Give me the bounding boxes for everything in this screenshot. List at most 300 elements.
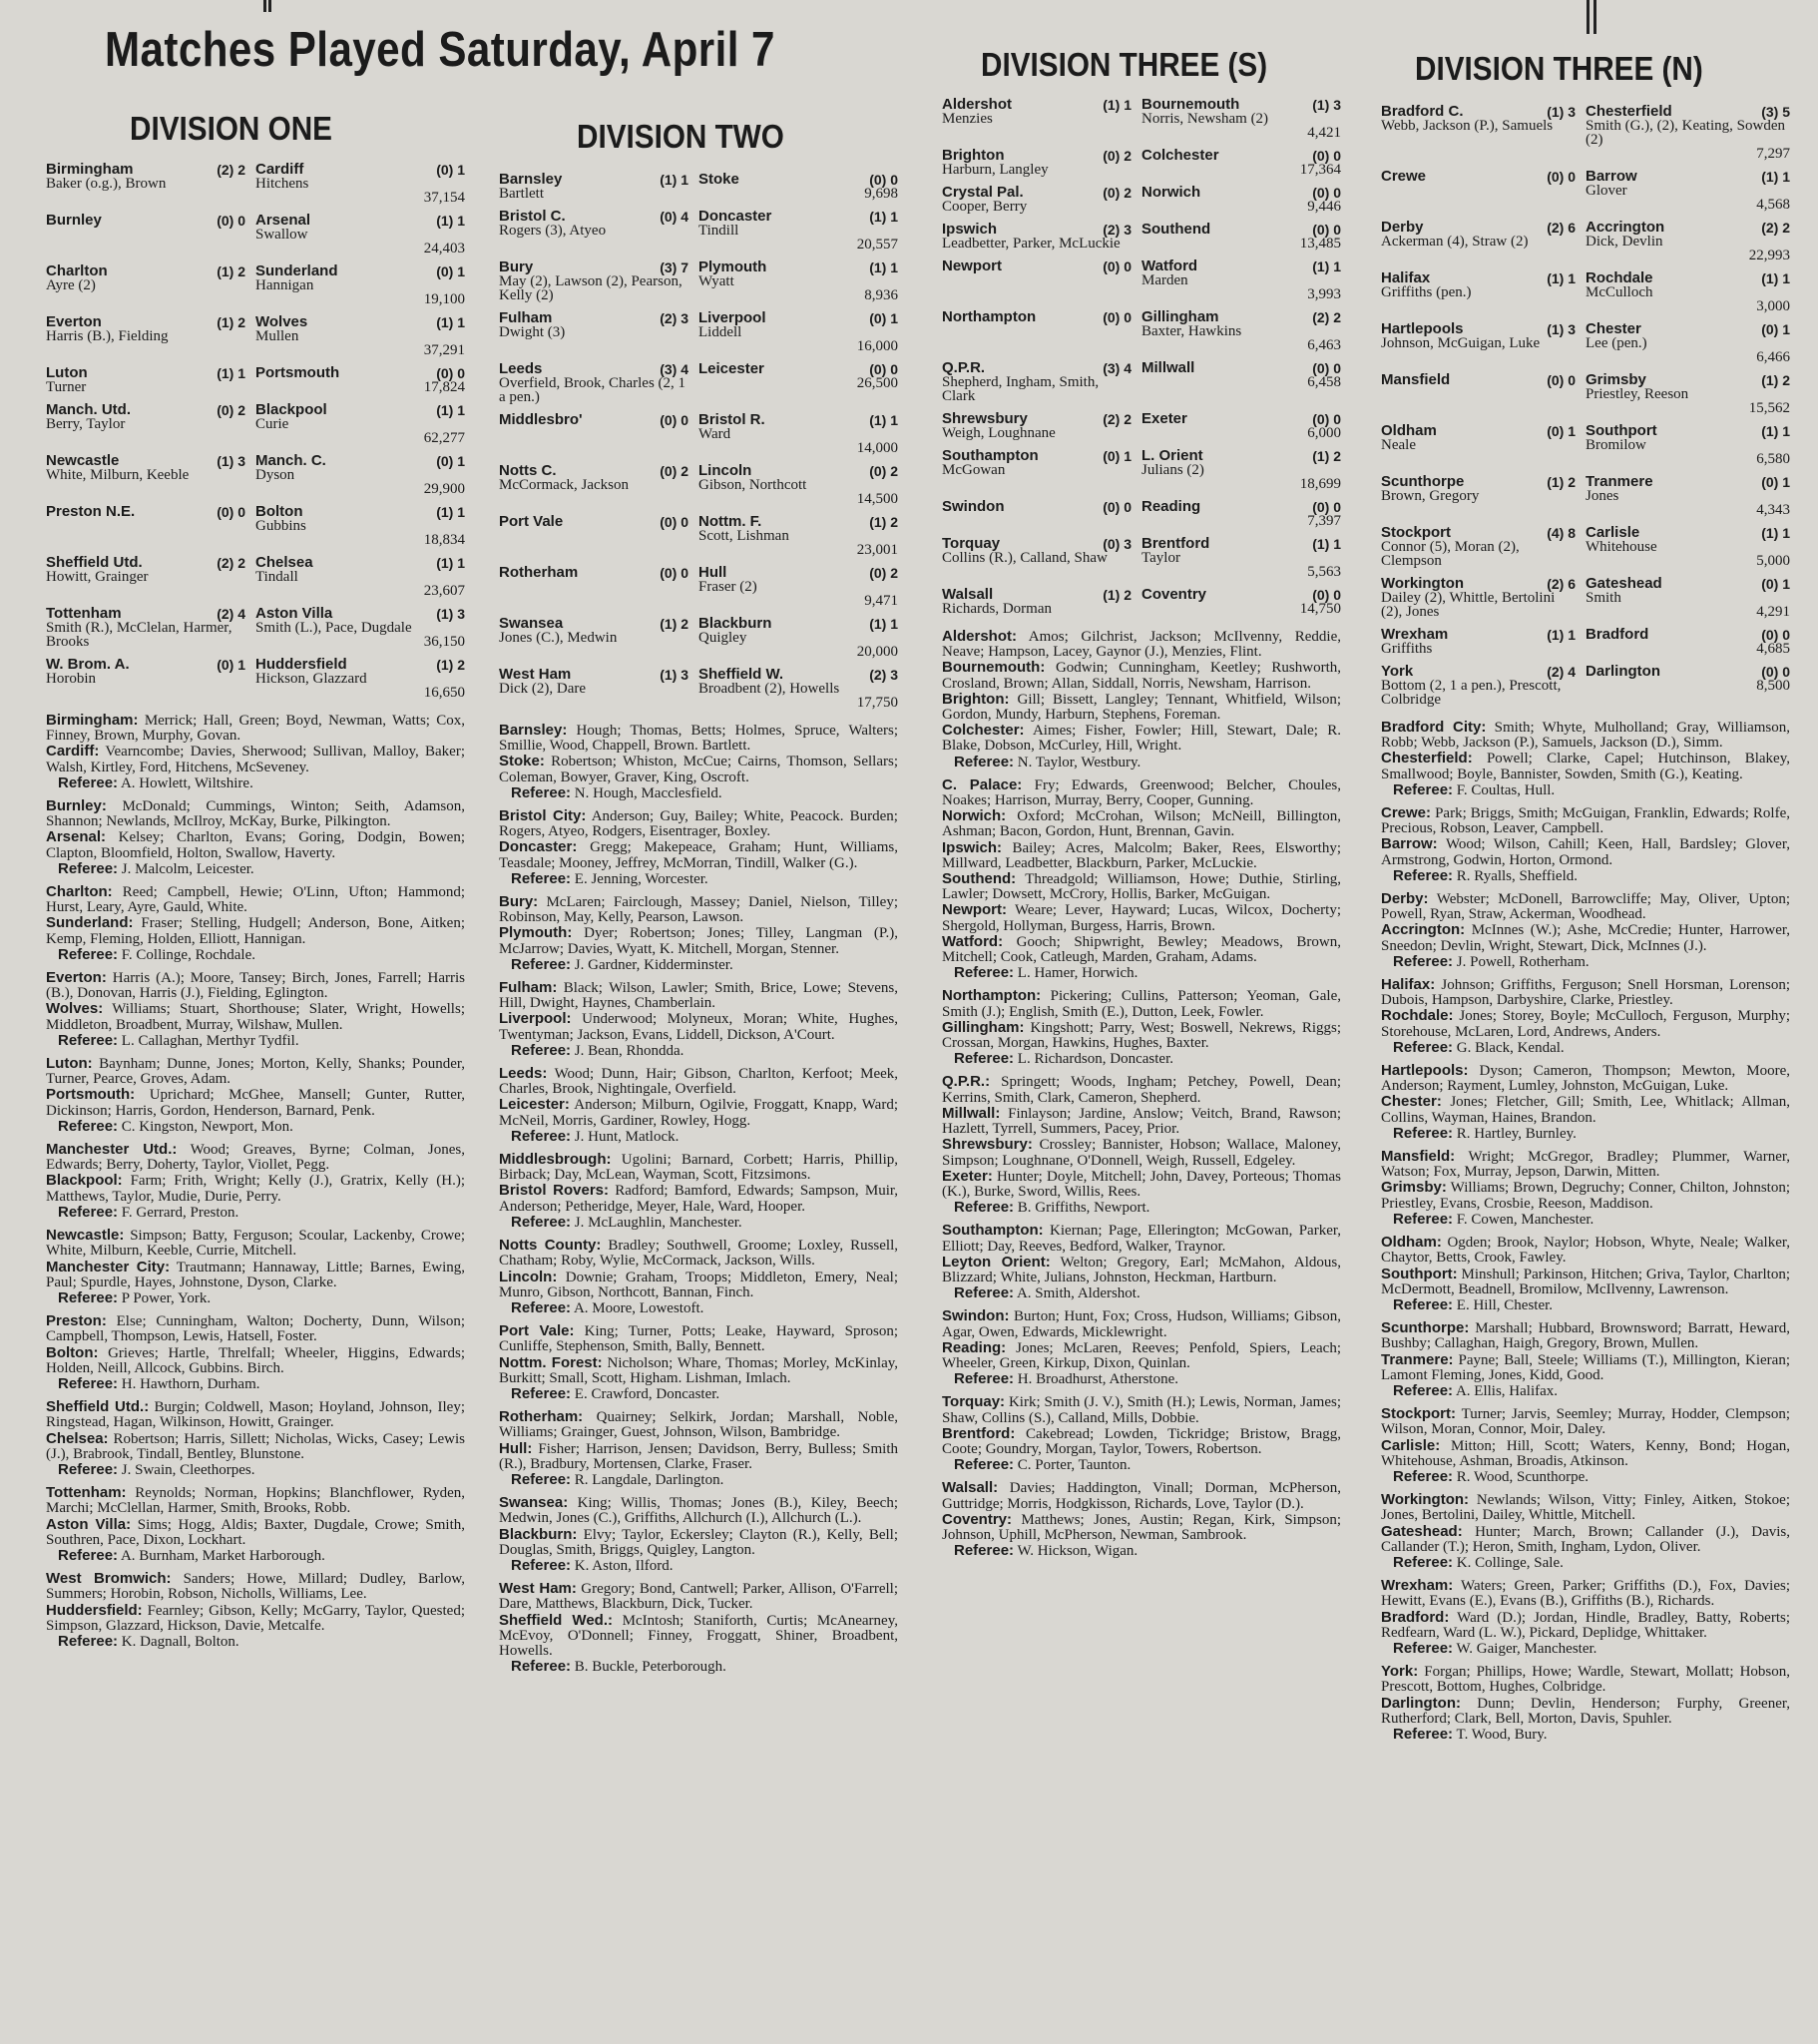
team-lineup: [499, 808, 898, 839]
home-scorers: White, Milburn, Keeble: [46, 467, 190, 483]
referee-line: [499, 1215, 898, 1231]
home-team: Preston N.E.: [46, 503, 136, 520]
home-scorers: Shepherd, Ingham, Smith, Clark: [942, 374, 1100, 404]
fulltime-score: 1: [1782, 525, 1790, 541]
home-score: [217, 366, 245, 380]
referee-line: [1381, 1641, 1790, 1657]
referee-name: F. Collinge, Rochdale.: [121, 946, 255, 963]
home-team: Q.P.R.: [942, 359, 986, 376]
lineup-team: Fulham:: [499, 979, 558, 997]
fulltime-score: 1: [1782, 576, 1790, 592]
home-side: [1381, 322, 1586, 373]
halftime-score: (1): [1103, 97, 1121, 113]
attendance: 3,000: [1756, 298, 1790, 314]
away-team: Watford: [1141, 257, 1198, 274]
team-lineup: [46, 1087, 465, 1118]
division-three-s-column: [942, 98, 1341, 1566]
away-scorers: Lee (pen.): [1586, 335, 1647, 351]
team-lineup: [1381, 805, 1790, 836]
referee-name: A. Smith, Aldershot.: [1016, 1285, 1140, 1302]
halftime-score: (1): [1547, 104, 1565, 120]
result-line: [942, 98, 1132, 112]
attendance: 6,466: [1756, 349, 1790, 365]
home-scorers: Jones (C.), Medwin: [499, 630, 618, 646]
team-lineup: [942, 723, 1341, 754]
team-lineup: [942, 1480, 1341, 1511]
referee-line: [1381, 1212, 1790, 1228]
attendance: 20,000: [856, 644, 898, 660]
attendance: 5,563: [1307, 564, 1341, 580]
away-scorers: Quigley: [698, 630, 747, 646]
home-side: [499, 413, 698, 464]
home-team: Swindon: [942, 498, 1005, 515]
home-team: Torquay: [942, 535, 1001, 552]
away-scorers: Bromilow: [1586, 437, 1646, 453]
attendance: 6,458: [1307, 374, 1341, 390]
lineup-players: Park; Briggs, Smith; McGuigan, Franklin, Edwards; Rolfe, Precious, Robson, Leaver, Campbell.: [1381, 805, 1790, 837]
team-lineup: [942, 629, 1341, 660]
home-side: [46, 403, 255, 454]
home-score: [217, 214, 245, 228]
team-lineup: [942, 902, 1341, 933]
home-score: [660, 210, 688, 224]
away-score: [869, 173, 898, 187]
referee-label: Referee:: [511, 1213, 572, 1231]
fulltime-score: 1: [1568, 627, 1576, 643]
fulltime-score: 4: [1124, 360, 1132, 376]
referee-name: H. Broadhurst, Atherstone.: [1017, 1371, 1179, 1388]
lineup-team: York:: [1381, 1663, 1419, 1681]
referee-name: F. Gerrard, Preston.: [121, 1204, 239, 1221]
away-team: Rochdale: [1586, 269, 1653, 286]
lineup-team: Sheffield Wed.:: [499, 1611, 613, 1629]
result-line: [1141, 186, 1341, 200]
match-row: [942, 259, 1341, 310]
halftime-score: (1): [1761, 525, 1779, 541]
lineup-players: Pickering; Cullins, Patterson; Yeoman, Gale, Smith (J.); English, Smith (E.), Dutton, Leek, Fowler.: [942, 988, 1341, 1020]
result-line: [698, 566, 898, 580]
halftime-score: (2): [217, 162, 234, 178]
lineup-team: Barrow:: [1381, 835, 1438, 853]
lineup-players: Newlands; Wilson, Vitty; Finley, Aitken, Stokoe; Jones, Bertolini, Dailey, Whittle, Mitchell.: [1381, 1492, 1790, 1524]
match-row: [499, 173, 898, 210]
home-team: Sheffield Utd.: [46, 554, 143, 571]
away-team: Bristol R.: [698, 411, 765, 428]
match-row: [1381, 665, 1790, 716]
halftime-score: (1): [436, 213, 454, 229]
home-scorers: Connor (5), Moran (2), Clempson: [1381, 539, 1520, 569]
attendance: 19,100: [423, 291, 465, 307]
result-line: [1586, 424, 1790, 438]
attendance: 4,685: [1756, 641, 1790, 657]
referee-label: Referee:: [1393, 1038, 1454, 1056]
fulltime-score: 1: [1124, 97, 1132, 113]
away-scorers: Hickson, Glazzard: [255, 671, 367, 687]
home-score: [660, 668, 688, 682]
division-three-n-results: [1381, 105, 1790, 716]
match-row: [942, 537, 1341, 588]
fulltime-score: 0: [681, 514, 688, 530]
away-side: [255, 607, 465, 658]
away-side: [1586, 170, 1790, 221]
fulltime-score: 1: [681, 172, 688, 188]
referee-label: Referee:: [954, 1370, 1015, 1388]
lineup-team: Northampton:: [942, 987, 1042, 1005]
halftime-score: (1): [1312, 258, 1330, 274]
home-side: [46, 607, 255, 658]
home-score: [1547, 475, 1576, 489]
referee-line: [1381, 868, 1790, 884]
team-lineup: [942, 871, 1341, 902]
halftime-score: (0): [1103, 309, 1121, 325]
fulltime-score: 0: [237, 504, 245, 520]
referee-name: E. Jenning, Worcester.: [574, 870, 708, 887]
attendance: 22,993: [1748, 248, 1790, 263]
halftime-score: (4): [1547, 525, 1565, 541]
lineup-team: Carlisle:: [1381, 1436, 1441, 1454]
fulltime-score: 4: [237, 606, 245, 622]
referee-line: [46, 1548, 465, 1564]
referee-label: Referee:: [1393, 1639, 1454, 1657]
result-line: [698, 668, 898, 682]
referee-label: Referee:: [511, 1470, 572, 1488]
result-line: [499, 464, 688, 478]
lineup-players: Grieves; Hartle, Threlfall; Wheeler, Higgins, Edwards; Holden, Neill, Allcock, Gubbins. Birch.: [46, 1344, 465, 1376]
referee-label: Referee:: [58, 945, 119, 963]
fulltime-score: 6: [1568, 576, 1576, 592]
team-lineup: [1381, 836, 1790, 867]
away-scorers: Swallow: [255, 227, 308, 243]
home-team: Notts C.: [499, 462, 557, 479]
match-row: [46, 556, 465, 607]
away-score: [869, 617, 898, 631]
team-lineup: [499, 1011, 898, 1042]
division-one-results: [46, 163, 465, 709]
home-score: [660, 311, 688, 325]
home-side: [942, 310, 1141, 361]
lineup-players: Downie; Graham, Troops; Middleton, Emery, Neal; Munro, Gibson, Northcott, Bannan, Finch.: [499, 1269, 898, 1300]
lineup-players: Dyson; Cameron, Thompson; Mewton, Moore, Anderson; Rayment, Lumley, Johnston, McGuigan, Luke.: [1381, 1063, 1791, 1095]
lineup-team: Bradford:: [1381, 1608, 1450, 1626]
halftime-score: (0): [660, 209, 678, 225]
division-two-lineups: [499, 723, 898, 1675]
away-side: [255, 163, 465, 214]
away-team: Gateshead: [1586, 575, 1662, 592]
away-side: [1141, 259, 1341, 310]
lineup-team: Bristol Rovers:: [499, 1182, 609, 1200]
result-line: [46, 366, 245, 380]
home-team: Bristol C.: [499, 208, 566, 225]
away-team: Sunderland: [255, 262, 338, 279]
lineup-team: Gateshead:: [1381, 1522, 1463, 1540]
away-scorers: Dick, Devlin: [1586, 234, 1663, 250]
away-score: [436, 454, 465, 468]
lineup-team: Bury:: [499, 893, 539, 911]
lineup-team: Newport:: [942, 901, 1007, 919]
lineup-players: Baynham; Dunne, Jones; Morton, Kelly, Shanks; Pounder, Turner, Pearce, Groves, Adam.: [46, 1056, 465, 1088]
halftime-score: (0): [660, 412, 678, 428]
result-line: [46, 163, 245, 177]
lineup-team: Bristol City:: [499, 807, 587, 825]
away-score: [1312, 361, 1341, 375]
home-scorers: Collins (R.), Calland, Shaw: [942, 550, 1108, 566]
home-scorers: Griffiths (pen.): [1381, 284, 1472, 300]
team-lineup: [942, 1308, 1341, 1339]
team-lineup: [499, 1613, 898, 1660]
fulltime-score: 1: [237, 657, 245, 673]
home-score: [660, 260, 688, 274]
lineup-team: Notts County:: [499, 1237, 602, 1255]
result-line: [499, 210, 688, 224]
lineup-players: Payne; Ball, Steele; Williams (T.), Millington, Kieran; Lamont Fleming, Jones, Kidd, Good.: [1381, 1351, 1791, 1383]
away-scorers: Smith (G.), (2), Keating, Sowden (2): [1586, 118, 1785, 148]
halftime-score: (1): [1547, 627, 1565, 643]
attendance: 29,900: [423, 481, 465, 497]
away-score: [436, 658, 465, 672]
fulltime-score: 0: [1124, 258, 1132, 274]
lineup-players: Sanders; Howe, Millard; Dudley, Barlow, Summers; Horobin, Robson, Nicholls, Williams, Lee.: [46, 1571, 465, 1603]
lineup-team: Bradford City:: [1381, 719, 1487, 736]
team-lineup: [1381, 1406, 1790, 1437]
referee-label: Referee:: [954, 1050, 1015, 1068]
lineup-players: Forgan; Phillips, Howe; Wardle, Stewart, Mollatt; Hobson, Prescott, Bottom, Hughes, Colbridge.: [1381, 1664, 1791, 1696]
away-side: [1586, 526, 1790, 577]
fulltime-score: 1: [237, 365, 245, 381]
fulltime-score: 1: [1333, 258, 1341, 274]
attendance: 16,650: [423, 685, 465, 701]
home-side: [1381, 170, 1586, 221]
attendance: 24,403: [423, 241, 465, 256]
home-scorers: Cooper, Berry: [942, 199, 1028, 215]
referee-line: [942, 1371, 1341, 1387]
away-scorers: Whitehouse: [1586, 539, 1657, 555]
home-score: [660, 464, 688, 478]
halftime-score: (0): [1103, 499, 1121, 515]
fulltime-score: 3: [1124, 222, 1132, 238]
result-line: [1586, 665, 1790, 679]
match-row: [46, 366, 465, 403]
home-scorers: Horobin: [46, 671, 96, 687]
halftime-score: (0): [1312, 222, 1330, 238]
lineup-players: Godwin; Cunningham, Keetley; Rushworth, Crosland, Brown; Allan, Siddall, Norris, Newsham, Harrison.: [942, 660, 1341, 692]
halftime-score: (0): [869, 310, 887, 326]
result-line: [942, 361, 1132, 375]
lineup-players: Elvy; Taylor, Eckersley; Clayton (R.), Kelly, Bell; Douglas, Smith, Briggs, Quigley, Langton.: [499, 1526, 899, 1558]
away-scorers: Taylor: [1141, 550, 1180, 566]
lineup-team: Norwich:: [942, 807, 1007, 825]
away-side: [698, 173, 898, 210]
team-lineup: [942, 1106, 1341, 1137]
home-scorers: May (2), Lawson (2), Pearson, Kelly (2): [499, 273, 682, 303]
away-score: [869, 362, 898, 376]
result-line: [942, 310, 1132, 324]
away-score: [1761, 628, 1790, 642]
referee-line: [499, 957, 898, 973]
home-team: Bury: [499, 258, 534, 275]
away-team: Doncaster: [698, 208, 772, 225]
fulltime-score: 0: [1333, 360, 1341, 376]
result-line: [1141, 361, 1341, 375]
home-score: [217, 658, 245, 672]
away-side: [1586, 577, 1790, 628]
halftime-score: (1): [1547, 474, 1565, 490]
home-side: [942, 186, 1141, 223]
lineup-team: Huddersfield:: [46, 1601, 143, 1619]
result-line: [1141, 149, 1341, 163]
halftime-score: (0): [217, 213, 234, 229]
lineup-players: Welton; Gregory, Earl; McMahon, Aldous, Blizzard; White, Julians, Johnston, Heckman, Hartburn.: [942, 1254, 1341, 1285]
result-line: [46, 264, 245, 278]
referee-label: Referee:: [954, 1542, 1015, 1560]
column-rule-mark: [268, 0, 271, 12]
attendance: 7,297: [1756, 146, 1790, 162]
attendance: 14,000: [856, 440, 898, 456]
match-row: [942, 223, 1341, 259]
team-lineup: [1381, 1094, 1790, 1125]
fulltime-score: 2: [1333, 448, 1341, 464]
fulltime-score: 0: [681, 412, 688, 428]
team-lineup: [46, 1431, 465, 1462]
fulltime-score: 1: [457, 504, 465, 520]
match-row: [942, 98, 1341, 149]
away-score: [869, 311, 898, 325]
result-line: [942, 588, 1132, 602]
lineup-team: Stockport:: [1381, 1405, 1456, 1423]
halftime-score: (0): [436, 365, 454, 381]
lineup-team: C. Palace:: [942, 775, 1023, 793]
halftime-score: (0): [660, 514, 678, 530]
fulltime-score: 3: [1333, 97, 1341, 113]
home-side: [46, 366, 255, 403]
team-lineup: [1381, 1008, 1790, 1039]
result-line: [1381, 475, 1576, 489]
halftime-score: (0): [436, 453, 454, 469]
home-scorers: Griffiths: [1381, 641, 1433, 657]
lineup-players: Gill; Bissett, Langley; Tennant, Whitfield, Wilson; Gordon, Mundy, Harburn, Stephens, Foreman.: [942, 691, 1342, 724]
lineup-team: Wolves:: [46, 1000, 104, 1018]
attendance: 6,463: [1307, 337, 1341, 353]
home-team: Southampton: [942, 447, 1039, 464]
referee-name: N. Hough, Macclesfield.: [574, 784, 722, 801]
referee-line: [942, 1051, 1341, 1067]
division-three-s-lineups: [942, 629, 1341, 1559]
referee-label: Referee:: [1393, 952, 1454, 970]
away-scorers: Marden: [1141, 272, 1188, 288]
team-lineup: [46, 915, 465, 946]
result-line: [1586, 475, 1790, 489]
fulltime-score: 1: [890, 259, 898, 275]
team-lineup: [46, 1228, 465, 1259]
lineup-players: Springett; Woods, Ingham; Petchey, Powell, Dean; Kerrins, Smith, Clark, Cameron, Shepherd.: [942, 1074, 1342, 1106]
result-line: [1586, 526, 1790, 540]
fulltime-score: 0: [1124, 499, 1132, 515]
lineup-team: Brentford:: [942, 1424, 1016, 1442]
lineup-team: Burnley:: [46, 797, 107, 815]
away-score: [436, 607, 465, 621]
referee-label: Referee:: [58, 1460, 119, 1478]
lineup-players: Matthews; Jones, Austin; Regan, Kirk, Simpson; Johnson, Uphill, McPherson, Newman, Sambrook.: [942, 1511, 1342, 1543]
away-scorers: Broadbent (2), Howells: [698, 681, 840, 697]
referee-name: W. Gaiger, Manchester.: [1456, 1640, 1597, 1657]
team-lineup: [46, 744, 465, 774]
attendance: 20,557: [856, 237, 898, 253]
away-score: [1312, 500, 1341, 514]
team-lineup: [46, 1142, 465, 1173]
away-side: [255, 264, 465, 315]
home-scorers: Berry, Taylor: [46, 416, 126, 432]
lineup-players: Amos; Gilchrist, Jackson; McIlvenny, Reddie, Neave; Hampson, Lacey, Gaynor (J.), Menzies, Flint.: [942, 629, 1341, 661]
team-lineup: [1381, 1149, 1790, 1180]
home-team: Brighton: [942, 147, 1005, 164]
team-lineup: [46, 1399, 465, 1430]
result-line: [698, 515, 898, 529]
lineup-team: Sheffield Utd.:: [46, 1398, 150, 1416]
home-team: Halifax: [1381, 269, 1431, 286]
away-side: [1586, 221, 1790, 271]
halftime-score: (1): [1761, 169, 1779, 185]
home-score: [217, 403, 245, 417]
result-line: [1141, 537, 1341, 551]
home-score: [660, 413, 688, 427]
fulltime-score: 1: [457, 453, 465, 469]
team-lineup: [942, 1074, 1341, 1105]
fulltime-score: 8: [1568, 525, 1576, 541]
fulltime-score: 4: [1568, 664, 1576, 680]
result-line: [46, 403, 245, 417]
referee-label: Referee:: [511, 1658, 572, 1676]
match-row: [46, 315, 465, 366]
referee-line: [942, 1200, 1341, 1216]
team-lineup: [942, 934, 1341, 965]
fulltime-score: 4: [681, 361, 688, 377]
lineup-players: Ugolini; Barnard, Corbett; Harris, Phillip, Birback; Day, McLean, Wayman, Scott, Fitzsimons.: [499, 1152, 898, 1184]
referee-line: [1381, 782, 1790, 798]
result-line: [499, 260, 688, 274]
home-team: Leeds: [499, 360, 543, 377]
lineup-team: Hartlepools:: [1381, 1062, 1469, 1080]
home-side: [942, 223, 1141, 259]
away-side: [1586, 665, 1790, 716]
lineup-team: Southend:: [942, 870, 1017, 888]
match-row: [499, 210, 898, 260]
result-line: [499, 566, 688, 580]
referee-line: [1381, 1555, 1790, 1571]
halftime-score: (1): [869, 259, 887, 275]
result-line: [1141, 223, 1341, 237]
result-line: [1381, 526, 1576, 540]
match-row: [942, 412, 1341, 449]
match-row: [1381, 170, 1790, 221]
team-lineup: [46, 713, 465, 744]
referee-name: G. Black, Kendal.: [1456, 1039, 1565, 1056]
result-line: [46, 315, 245, 329]
halftime-score: (0): [869, 361, 887, 377]
match-row: [942, 149, 1341, 186]
home-team: Rotherham: [499, 564, 579, 581]
lineup-team: Swindon:: [942, 1307, 1010, 1325]
team-lineup: [46, 1260, 465, 1290]
away-side: [255, 315, 465, 366]
result-line: [1381, 577, 1576, 591]
fulltime-score: 2: [237, 314, 245, 330]
match-row: [499, 515, 898, 566]
team-lineup: [499, 1581, 898, 1612]
home-side: [499, 210, 698, 260]
match-row: [942, 588, 1341, 625]
result-line: [255, 607, 465, 621]
result-line: [698, 464, 898, 478]
halftime-score: (2): [1547, 664, 1565, 680]
